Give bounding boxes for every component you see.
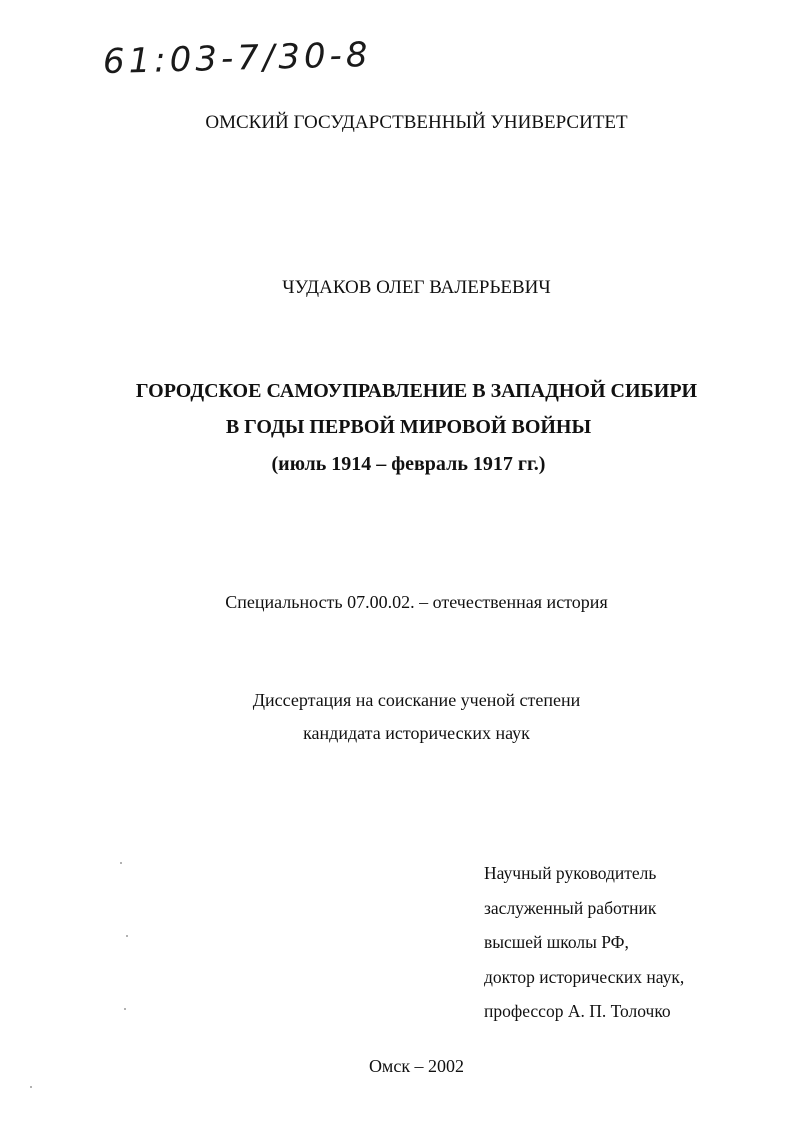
scan-speck xyxy=(120,862,122,864)
scan-speck xyxy=(30,1086,32,1088)
advisor-line: Научный руководитель xyxy=(484,863,657,883)
advisor-line: профессор А. П. Толочко xyxy=(484,1001,671,1021)
scan-speck xyxy=(124,1008,126,1010)
city-year: Омск – 2002 xyxy=(368,1056,465,1076)
specialty: Специальность 07.00.02. – отечественная история xyxy=(225,592,608,612)
university-name: ОМСКИЙ ГОСУДАРСТВЕННЫЙ УНИВЕРСИТЕТ xyxy=(205,112,628,133)
dissertation-title-line-2: В ГОДЫ ПЕРВОЙ МИРОВОЙ ВОЙНЫ xyxy=(225,416,592,438)
dissertation-title-period: (июль 1914 – февраль 1917 гг.) xyxy=(271,453,546,475)
author-name: ЧУДАКОВ ОЛЕГ ВАЛЕРЬЕВИЧ xyxy=(282,277,551,298)
advisor-block xyxy=(484,856,684,1029)
scan-speck xyxy=(126,935,128,937)
handwritten-call-number: 61:03-7/30-8 xyxy=(102,34,372,82)
advisor-line: высшей школы РФ, xyxy=(484,932,629,952)
degree-line-1: Диссертация на соискание ученой степени xyxy=(252,690,581,710)
advisor-line: заслуженный работник xyxy=(484,897,657,918)
dissertation-title-line-1: ГОРОДСКОЕ САМОУПРАВЛЕНИЕ В ЗАПАДНОЙ СИБИРИ xyxy=(135,380,698,402)
advisor-line: доктор исторических наук, xyxy=(484,966,685,987)
degree-line-2: кандидата исторических наук xyxy=(303,723,530,743)
